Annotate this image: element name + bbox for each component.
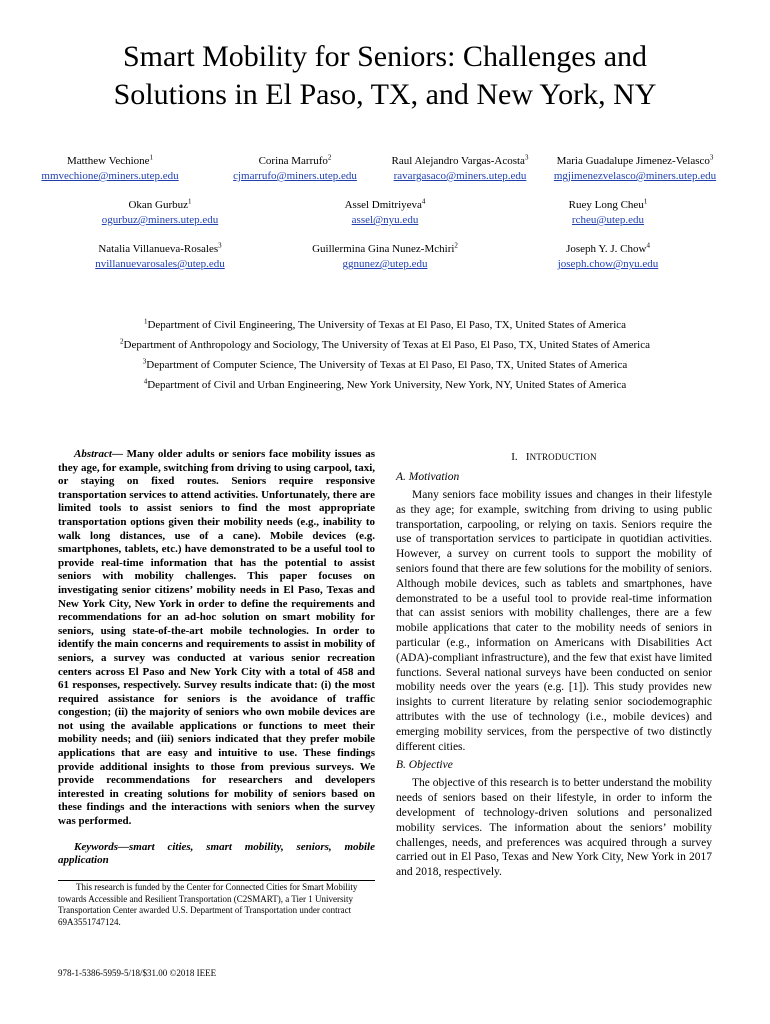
affiliation (40, 335, 730, 355)
author (533, 198, 683, 228)
author (370, 154, 550, 184)
author-sup: 1 (149, 153, 154, 162)
paper-title (40, 38, 730, 114)
author-name: Assel Dmitriyeva (344, 199, 422, 211)
objective-paragraph: The objective of this research is to better understand the mobility needs of seniors based on their lifestyle, in order to inform the development of technology-driven solutions and personalized mobility services. The information about the seniors’ mobility challenges, needs, and preferences was acquired through a survey carried out in El Paso, Texas and New York City, New York in 2017 and 2018, respectively. (396, 777, 712, 879)
author-sup: 1 (188, 197, 192, 206)
author (546, 154, 724, 184)
author-name: Corina Marrufo (258, 155, 328, 167)
subsection-heading-objective: B. Objective (396, 759, 453, 772)
author-sup: 3 (709, 153, 714, 162)
section-first-letter: I (525, 451, 530, 463)
author-sup: 2 (327, 153, 332, 162)
author-email-link[interactable]: mgjimenezvelasco@miners.utep.edu (553, 170, 717, 182)
affiliation-sup: 4 (143, 377, 148, 386)
copyright-notice: 978-1-5386-5959-5/18/$31.00 ©2018 IEEE (58, 968, 217, 978)
author-sup: 2 (454, 241, 458, 250)
author (533, 242, 683, 272)
author (35, 154, 185, 184)
author (85, 198, 235, 228)
affiliations (40, 315, 730, 395)
author-email-link[interactable]: cjmarrufo@miners.utep.edu (233, 170, 357, 182)
right-column (396, 450, 712, 884)
affiliation-text: Department of Computer Science, The University of Texas at El Paso, El Paso, TX, United States of America (146, 359, 628, 371)
author-name: Natalia Villanueva-Rosales (98, 243, 219, 255)
author-name: Joseph Y. J. Chow (566, 243, 647, 255)
affiliation (40, 355, 730, 375)
affiliation (40, 315, 730, 335)
author-email-link[interactable]: joseph.chow@nyu.edu (557, 258, 659, 270)
author (310, 198, 460, 228)
author-sup: 3 (524, 153, 529, 162)
section-number: I. (511, 451, 518, 463)
author (295, 242, 475, 272)
affiliation (40, 375, 730, 395)
keywords: Keywords—smart cities, smart mobility, seniors, mobile application (58, 840, 375, 867)
funding-footnote: This research is funded by the Center for Connected Cities for Smart Mobility towards Accessible and Resilient Transportation (C2SMART), a Tier 1 University Transportation Center awarded U.S. Department of Transportation under contract 69A3551747124. (58, 882, 358, 927)
affiliation-text: Department of Anthropology and Sociology, The University of Texas at El Paso, El Paso, TX, United States of America (123, 339, 650, 351)
affiliation-sup: 2 (120, 337, 124, 346)
author-sup: 3 (218, 241, 222, 250)
left-column (58, 448, 375, 868)
affiliation-sup: 1 (143, 317, 148, 326)
abstract (58, 448, 375, 829)
author-name: Okan Gurbuz (128, 199, 189, 211)
author-sup: 4 (421, 197, 426, 206)
author-email-link[interactable]: assel@nyu.edu (351, 214, 419, 226)
author-name: Guillermina Gina Nunez-Mchiri (312, 243, 455, 255)
abstract-label: Abstract (74, 448, 112, 460)
author-email-link[interactable]: mmvechione@miners.utep.edu (41, 170, 179, 182)
footnote-divider (58, 880, 375, 881)
author-email-link[interactable]: nvillanuevarosales@utep.edu (95, 258, 225, 270)
author-email-link[interactable]: rcheu@utep.edu (571, 214, 645, 226)
title-line-2: Solutions in El Paso, TX, and New York, NY (113, 78, 657, 111)
abstract-text: — Many older adults or seniors face mobility issues as they age, for example, switching from driving to using carpool, taxi, or staying on fixed routes. Seniors require responsive transportation services to attend activities. Unfortunately, there are limited tools to assist seniors to find the most appropriate transportation options given their mobility needs (e.g., inability to walk long distances, use of a cane). Mobile devices (e.g. smartphones, tablets, etc.) have demonstrated to be a useful tool to provide real-time information that has the potential to assist seniors with mobility challenges. This paper focuses on investigating senior citizens’ mobility needs in El Paso, Texas and New York City, New York in order to define the requirements and recommendations for an ad-hoc solution on smart mobility for seniors, using state-of-the-art mobile technologies. In order to identify the main concerns and requirements to assist in mobility of seniors, a survey was conducted at various senior recreation centers across El Paso and New York City with a total of 458 and 61 responses, respectively. Survey results indicate that: (i) the most required assistance for seniors is the avoidance of traffic congestion; (ii) the majority of seniors who own mobile devices are not using the available applications or functions to meet their mobility needs; and (iii) seniors indicated that they prefer mobile applications that are easy and intuitive to use. These findings provide additional insights to those from previous surveys. We provide recommendations for researchers and developers interested in creating solutions for mobility of seniors based on these findings and the interactions with seniors when the survey was performed. (58, 448, 375, 828)
author-name: Matthew Vechione (66, 155, 150, 167)
author-sup: 1 (643, 197, 648, 206)
section-title-rest: NTRODUCTION (529, 452, 597, 462)
author-name: Ruey Long Cheu (568, 199, 644, 211)
author (220, 154, 370, 184)
author (80, 242, 240, 272)
motivation-paragraph: Many seniors face mobility issues and changes in their lifestyle as they age; for example, switching from driving to using public transportation, carpooling, or relying on taxis. Seniors require the use of transportation services to participate in quotidian activities. However, a survey on current tools to support the mobility of seniors found that there are few solutions for the mobility of seniors. Although mobile devices, such as tablets and smartphones, have demonstrated to be a useful tool to provide real-time information that can assist seniors with mobility challenges, there are a few mobile applications that cater to the mobility needs of seniors in particular (e.g., information on Americans with Disabilities Act (ADA)-compliant infrastructure), and the few that exist have limited functions. Several national surveys have been conducted on senior mobility needs over the years (e.g. [1]). This study provides new insights to current literature by relating senior sociodemographic attributes with the use of technology (i.e., mobile devices) and emerging mobility services, from the perspective of two distinctly different cities. (396, 489, 712, 753)
author-email-link[interactable]: ogurbuz@miners.utep.edu (101, 214, 219, 226)
author-name: Maria Guadalupe Jimenez-Velasco (556, 155, 710, 167)
subsection-heading-motivation: A. Motivation (396, 471, 460, 483)
affiliation-text: Department of Civil and Urban Engineering, New York University, New York, NY, United States of America (147, 379, 627, 391)
section-heading-introduction (396, 450, 712, 464)
author-name: Raul Alejandro Vargas-Acosta (391, 155, 525, 167)
author-email-link[interactable]: ggnunez@utep.edu (342, 258, 428, 270)
title-line-1: Smart Mobility for Seniors: Challenges and (122, 40, 648, 73)
author-sup: 4 (646, 241, 650, 250)
affiliation-text: Department of Civil Engineering, The University of Texas at El Paso, El Paso, TX, United States of America (147, 319, 627, 331)
author-email-link[interactable]: ravargasaco@miners.utep.edu (393, 170, 527, 182)
affiliation-sup: 3 (142, 357, 147, 366)
